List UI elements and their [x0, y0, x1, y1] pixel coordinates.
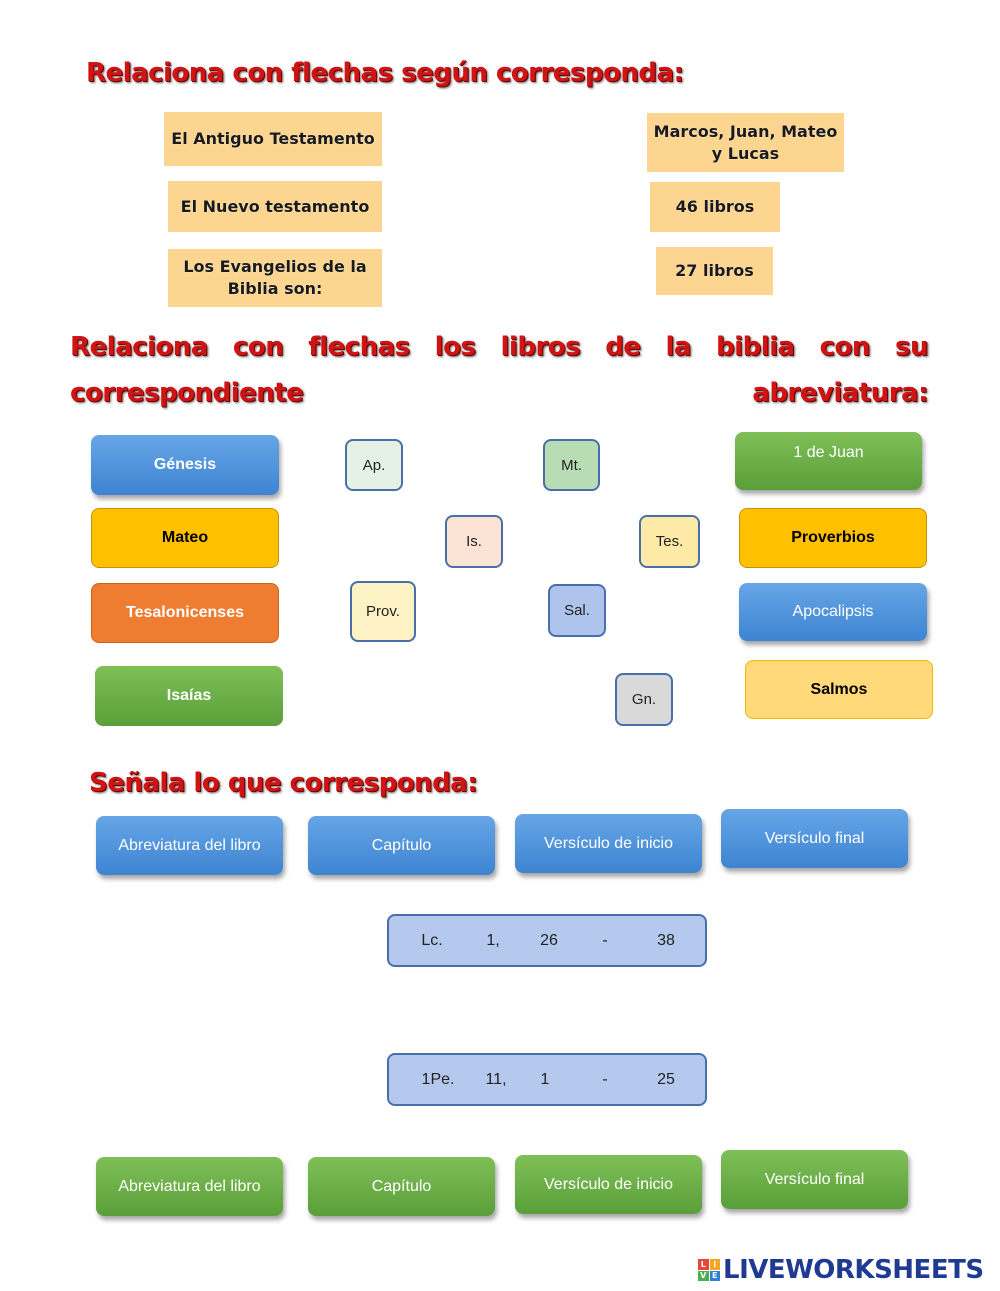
match-right-46[interactable]: 46 libros: [650, 182, 780, 232]
abbr-gn[interactable]: Gn.: [615, 673, 673, 726]
match-left-evangelios[interactable]: Los Evangelios de la Biblia son:: [168, 249, 382, 307]
ref1-chapter[interactable]: 1,: [486, 931, 500, 949]
ref2-verse-start[interactable]: 1: [540, 1070, 550, 1088]
abbr-tes[interactable]: Tes.: [639, 515, 700, 568]
match-left-nuevo[interactable]: El Nuevo testamento: [168, 181, 382, 232]
ref2-book[interactable]: 1Pe.: [421, 1070, 455, 1088]
reference-box-2: [387, 1053, 707, 1106]
match-left-antiguo[interactable]: El Antiguo Testamento: [164, 112, 382, 166]
book-mateo[interactable]: Mateo: [91, 508, 279, 568]
logo-mark-icon: L I V E: [698, 1259, 720, 1281]
ref2-dash: -: [602, 1070, 608, 1088]
liveworksheets-logo: [698, 1255, 984, 1285]
label-versiculo-inicio-bottom[interactable]: Versículo de inicio: [515, 1155, 702, 1214]
abbr-sal[interactable]: Sal.: [548, 584, 606, 637]
label-versiculo-final-bottom[interactable]: Versículo final: [721, 1150, 908, 1209]
section3-heading: Señala lo que corresponda:: [89, 768, 478, 798]
ref1-dash: -: [602, 931, 608, 949]
label-abreviatura-top[interactable]: Abreviatura del libro: [96, 816, 283, 875]
abbr-prov[interactable]: Prov.: [350, 581, 416, 642]
logo-text: LIVEWORKSHEETS: [723, 1255, 984, 1285]
book-genesis[interactable]: Génesis: [91, 435, 279, 495]
label-abreviatura-bottom[interactable]: Abreviatura del libro: [96, 1157, 283, 1216]
book-proverbios[interactable]: Proverbios: [739, 508, 927, 568]
ref1-verse-end[interactable]: 38: [657, 931, 675, 949]
book-isaias[interactable]: Isaías: [95, 666, 283, 726]
ref1-book[interactable]: Lc.: [421, 931, 443, 949]
abbr-is[interactable]: Is.: [445, 515, 503, 568]
match-right-evangelistas[interactable]: Marcos, Juan, Mateo y Lucas: [647, 113, 844, 172]
section1-heading: Relaciona con flechas según corresponda:: [86, 58, 684, 88]
label-versiculo-final-top[interactable]: Versículo final: [721, 809, 908, 868]
label-capitulo-bottom[interactable]: Capítulo: [308, 1157, 495, 1216]
abbr-ap[interactable]: Ap.: [345, 439, 403, 491]
ref2-chapter[interactable]: 11,: [485, 1070, 507, 1088]
ref2-verse-end[interactable]: 25: [657, 1070, 675, 1088]
label-versiculo-inicio-top[interactable]: Versículo de inicio: [515, 814, 702, 873]
match-right-27[interactable]: 27 libros: [656, 247, 773, 295]
ref1-verse-start[interactable]: 26: [540, 931, 558, 949]
abbr-mt[interactable]: Mt.: [543, 439, 600, 491]
book-1-juan[interactable]: 1 de Juan: [735, 432, 922, 490]
book-apocalipsis[interactable]: Apocalipsis: [739, 583, 927, 641]
book-tesalonicenses[interactable]: Tesalonicenses: [91, 583, 279, 643]
label-capitulo-top[interactable]: Capítulo: [308, 816, 495, 875]
book-salmos[interactable]: Salmos: [745, 660, 933, 719]
reference-box-1: [387, 914, 707, 967]
section2-heading: Relaciona con flechas los libros de la biblia con su correspondiente abreviatura:: [70, 332, 928, 408]
